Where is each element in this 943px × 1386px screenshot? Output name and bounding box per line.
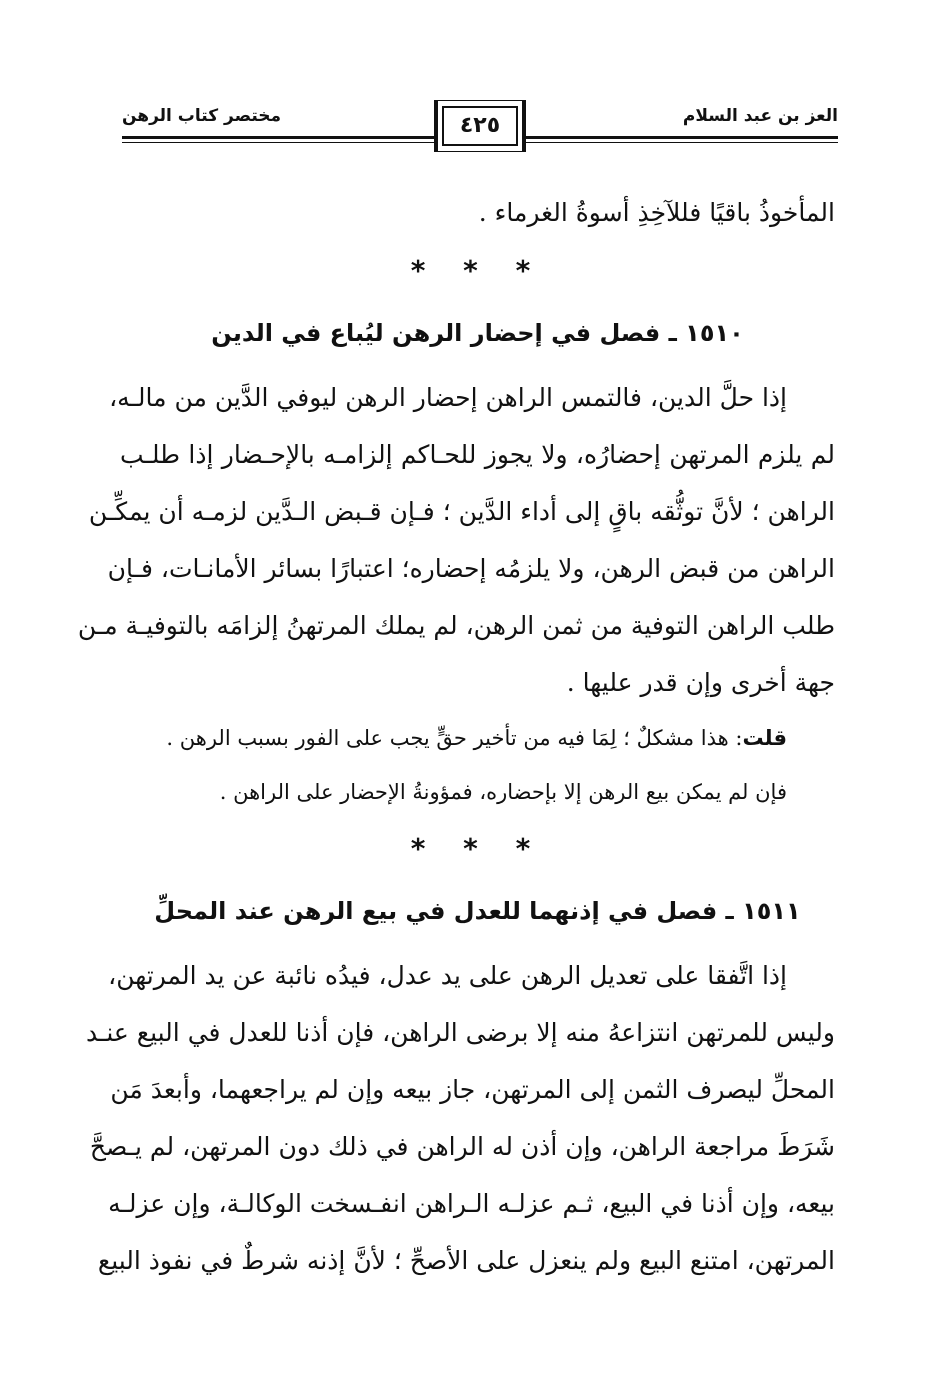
section-separator: * * *: [410, 254, 545, 287]
paragraph-line: شَرَطَ مراجعة الراهن، وإن أذن له الراهن في ذلك دون المرتهن، لم يـصحَّ: [89, 1132, 835, 1161]
intro-line: المأخوذُ باقيًا فللآخِذِ أسوةُ الغرماء .: [478, 198, 835, 227]
paragraph-line: المرتهن، امتنع البيع ولم ينعزل على الأصحِّ ؛ لأنَّ إذنه شرطٌ في نفوذ البيع: [97, 1246, 835, 1275]
paragraph-line: المحلِّ ليصرف الثمن إلى المرتهن، جاز بيعه وإن لم يراجعهما، وأبعدَ مَن: [110, 1075, 835, 1104]
author-note-continued: فإن لم يمكن بيع الرهن إلا بإحضاره، فمؤونةُ الإحضار على الراهن .: [219, 780, 787, 804]
paragraph-line: جهة أخرى وإن قدر عليها .: [566, 668, 835, 697]
paragraph-line: وليس للمرتهن انتزاعهُ منه إلا برضى الراهن، فإن أذنا للعدل في البيع عنـد: [85, 1018, 835, 1047]
page-number-frame: [434, 98, 526, 154]
paragraph-line: إذا اتَّفقا على تعديل الرهن على يد عدل، فيدُه نائبة عن يد المرتهن،: [108, 961, 787, 990]
author-note: [120, 711, 835, 765]
page-content: [77, 184, 835, 1289]
paragraph-line: الراهن من قبض الرهن، ولا يلزمُه إحضاره؛ اعتبارًا بسائر الأمانـات، فـإن: [107, 554, 835, 583]
header-book-title: مختصر كتاب الرهن: [122, 106, 282, 126]
page-number: ٤٢٥: [459, 113, 501, 138]
paragraph-line: بيعه، وإن أذنا في البيع، ثـم عزلـه الـراهن انفـسخت الوكالـة، وإن عزلـه: [108, 1189, 835, 1218]
section-1510-heading: ١٥١٠ ـ فصل في إحضار الرهن ليُباع في الدين: [211, 319, 744, 347]
section-separator: * * *: [410, 832, 545, 865]
header-author: العز بن عبد السلام: [682, 106, 838, 126]
paragraph-line: طلب الراهن التوفية من ثمن الرهن، لم يملك المرتهنُ إلزامَه بالتوفيـة مـن: [77, 611, 835, 640]
paragraph-line: إذا حلَّ الدين، فالتمس الراهن إحضار الرهن ليوفي الدَّين من مالـه،: [109, 383, 787, 412]
note-text: : هذا مشكلٌ ؛ لِمَا فيه من تأخير حقٍّ يجب على الفور بسبب الرهن .: [166, 726, 743, 750]
paragraph-line: لم يلزم المرتهن إحضارُه، ولا يجوز للحـاكم إلزامـه بالإحـضار إذا طلـب: [120, 440, 835, 469]
paragraph-line: الراهن ؛ لأنَّ توثُّقه باقٍ إلى أداء الدَّين ؛ فـإن قـبض الـدَّين لزمـه أن يمكِّـن: [88, 497, 835, 526]
section-1511-heading: ١٥١١ ـ فصل في إذنهما للعدل في بيع الرهن عند المحلِّ: [154, 897, 801, 925]
page-header: [122, 92, 838, 164]
note-label: قلت: [742, 726, 787, 750]
